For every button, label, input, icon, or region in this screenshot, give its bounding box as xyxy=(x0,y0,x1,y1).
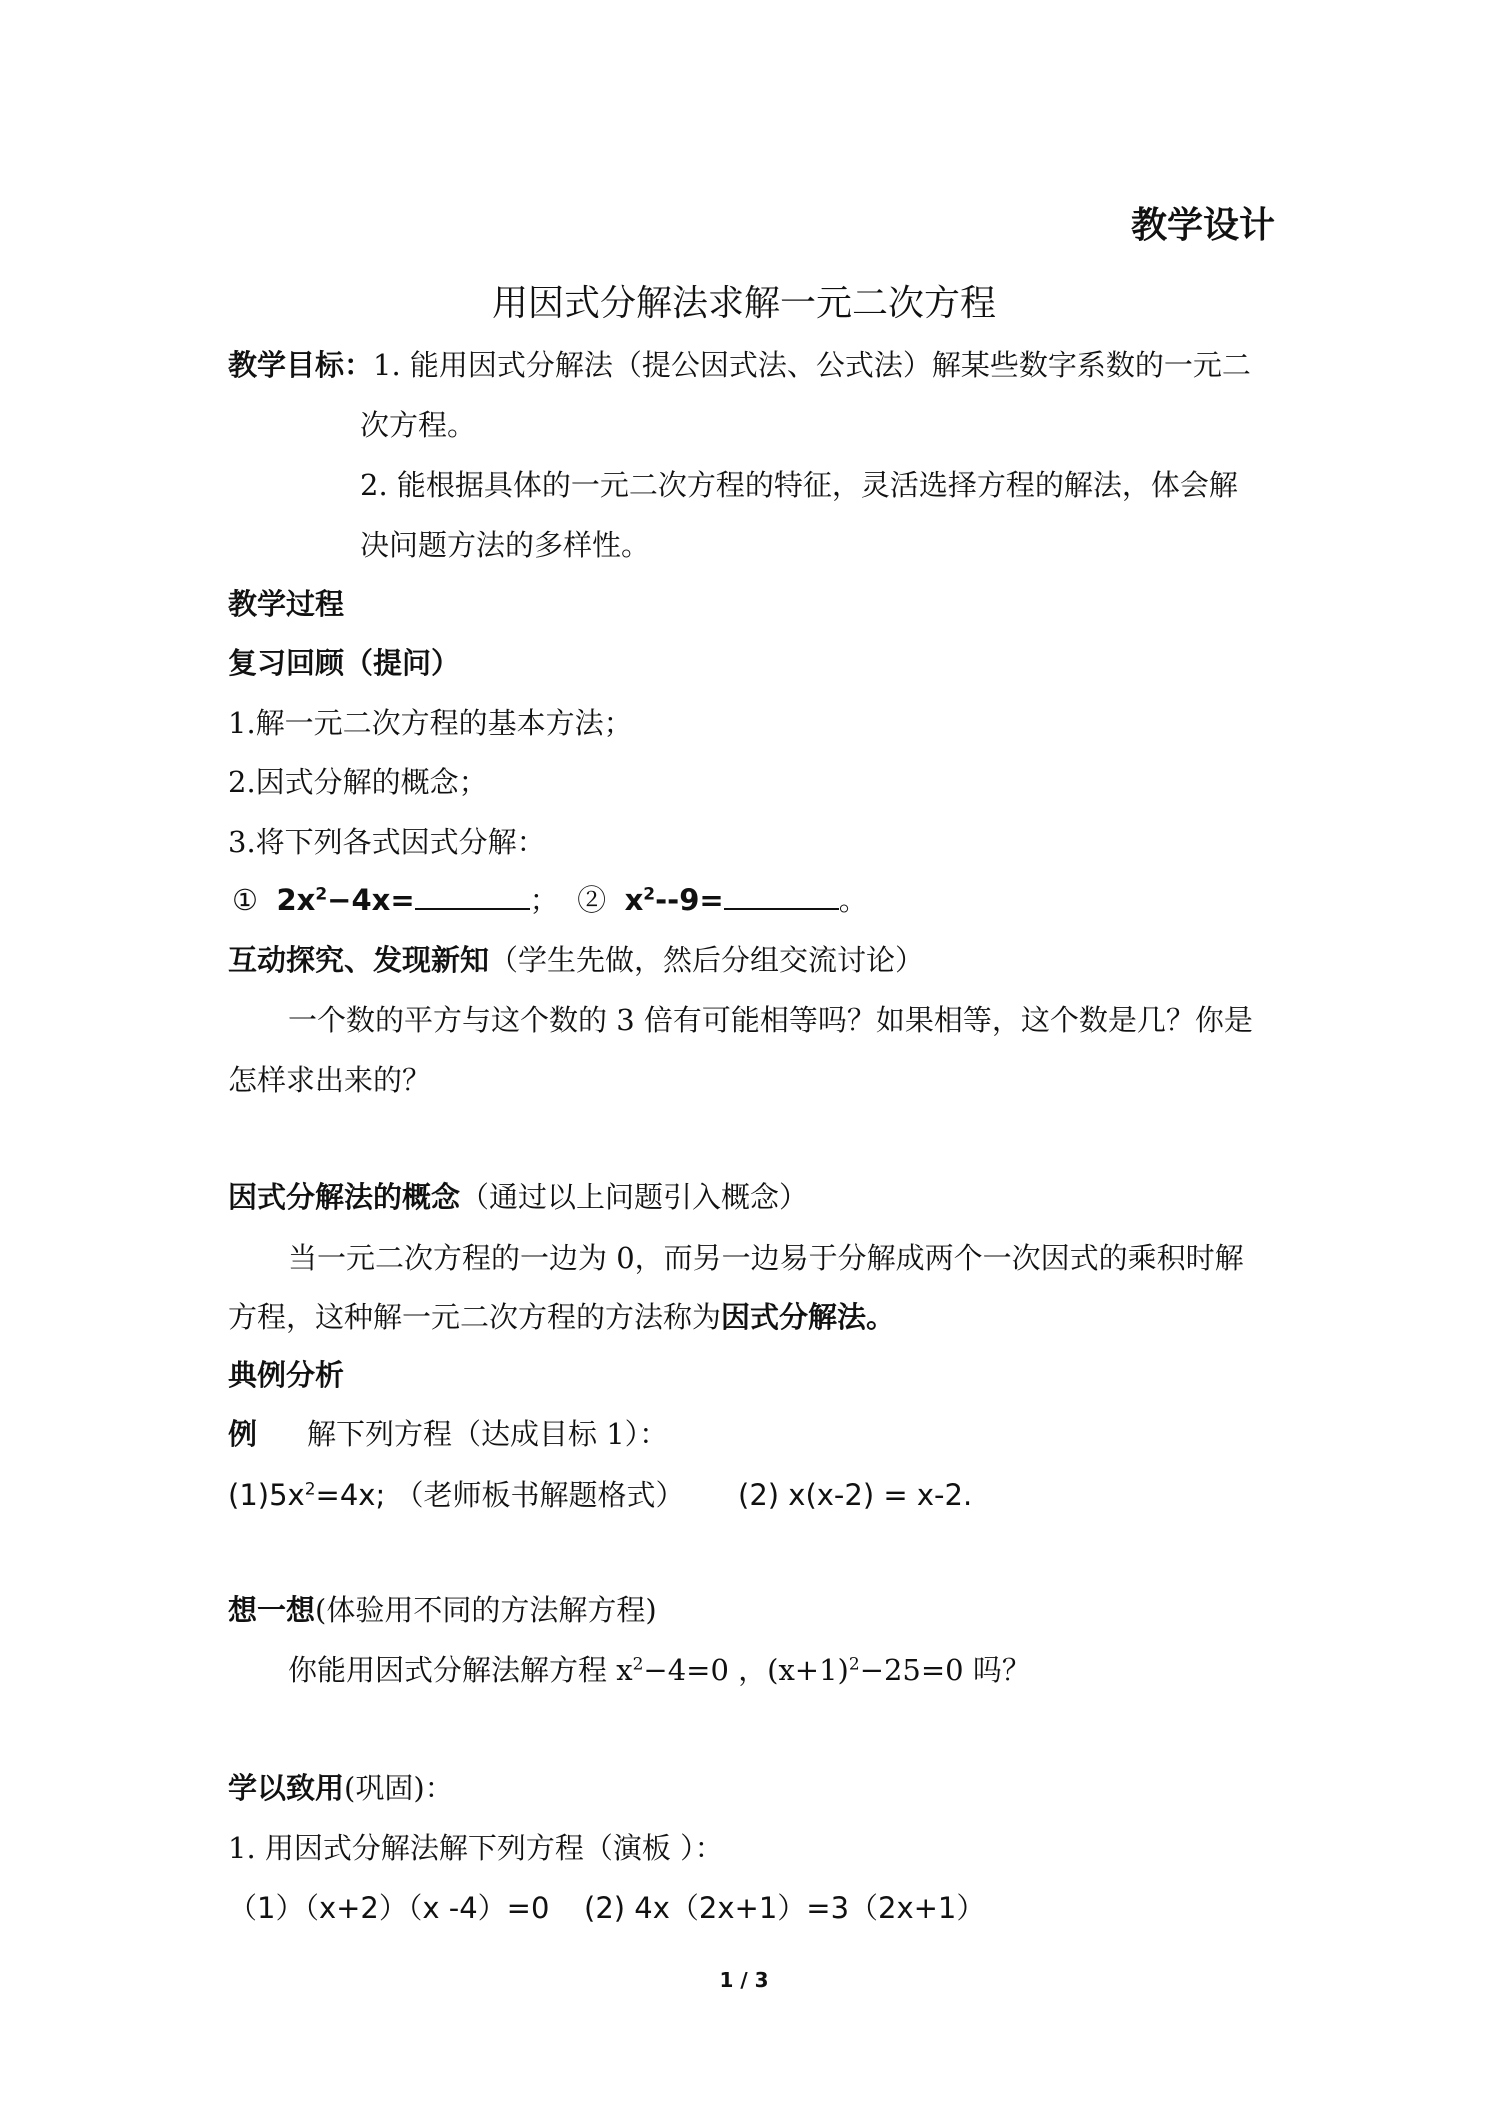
concept-text-line-1: 当一元二次方程的一边为 0，而另一边易于分解成两个一次因式的乘积时解 xyxy=(288,1241,1244,1275)
apply-note: (巩固)： xyxy=(344,1771,454,1805)
review-question-1: 1.解一元二次方程的基本方法； xyxy=(228,706,633,740)
example-intro: 解下列方程（达成目标 1）： xyxy=(307,1417,669,1451)
example-problem-2: (2) x(x-2) = x-2. xyxy=(738,1478,973,1512)
explore-question-line-1: 一个数的平方与这个数的 3 倍有可能相等吗？如果相等，这个数是几？你是 xyxy=(288,1003,1253,1037)
objectives-label: 教学目标： xyxy=(228,348,374,382)
apply-line xyxy=(228,1768,454,1808)
example-label-line xyxy=(228,1414,668,1454)
apply-problem-1: （1）（x+2）（x -4）=0 xyxy=(228,1891,550,1925)
think-line xyxy=(228,1590,657,1630)
objective-1-continuation: 次方程。 xyxy=(360,408,477,442)
objective-2-continuation: 决问题方法的多样性。 xyxy=(360,528,651,562)
exercise-2-number: ② xyxy=(577,883,607,917)
concept-line xyxy=(228,1177,808,1217)
objective-2-text: 2. 能根据具体的一元二次方程的特征，灵活选择方程的解法，体会解 xyxy=(360,468,1238,502)
explore-note: （学生先做，然后分组交流讨论） xyxy=(489,943,925,977)
concept-heading: 因式分解法的概念 xyxy=(228,1180,461,1214)
exercise-1-expression: $2x^2-4x=$ xyxy=(276,883,415,917)
think-note: (体验用不同的方法解方程) xyxy=(315,1593,657,1627)
review-heading: 复习回顾（提问） xyxy=(228,646,461,680)
page-title: 用因式分解法求解一元二次方程 xyxy=(491,283,996,324)
page-number: 1 / 3 xyxy=(719,1968,769,1992)
think-question: 你能用因式分解法解方程 $x^2-4=0$ ，$(x+1)^2-25=0$ 吗？ xyxy=(288,1653,1031,1687)
review-question-3: 3.将下列各式因式分解： xyxy=(228,825,546,859)
apply-heading: 学以致用 xyxy=(228,1771,345,1805)
process-heading: 教学过程 xyxy=(228,587,345,621)
exercise-end: 。 xyxy=(838,883,868,917)
explore-question-line-2: 怎样求出来的？ xyxy=(228,1063,432,1097)
apply-question-1: 1. 用因式分解法解下列方程（演板 ）： xyxy=(228,1831,724,1865)
example-problem-1-note: （老师板书解题格式） xyxy=(394,1478,685,1512)
exercise-2-expression: $x^2--9=$ xyxy=(624,883,724,917)
exercise-2-blank[interactable] xyxy=(724,880,839,910)
explore-heading: 互动探究、发现新知 xyxy=(228,943,490,977)
exercise-separator: ； xyxy=(529,883,559,917)
concept-term: 因式分解法。 xyxy=(721,1300,896,1334)
exercise-1-number: ① xyxy=(232,883,258,917)
apply-problem-2: (2) 4x（2x+1）=3（2x+1） xyxy=(584,1891,986,1925)
think-heading: 想一想 xyxy=(228,1593,316,1627)
exercise-1-blank[interactable] xyxy=(415,880,530,910)
example-problem-1: $(1)5x^2=4x$; （老师板书解题格式） xyxy=(228,1478,685,1512)
doc-type-label: 教学设计 xyxy=(1130,205,1275,246)
examples-heading: 典例分析 xyxy=(228,1358,345,1392)
concept-note: （通过以上问题引入概念） xyxy=(460,1180,809,1214)
objective-1-text: 1. 能用因式分解法（提公因式法、公式法）解某些数字系数的一元二 xyxy=(373,348,1251,382)
explore-line xyxy=(228,940,924,980)
objectives-line-1 xyxy=(228,345,1251,385)
review-question-2: 2.因式分解的概念； xyxy=(228,765,488,799)
concept-text-line-2: 方程，这种解一元二次方程的方法称为因式分解法。 xyxy=(228,1300,896,1334)
example-label: 例 xyxy=(228,1417,258,1451)
review-exercises xyxy=(232,880,868,920)
